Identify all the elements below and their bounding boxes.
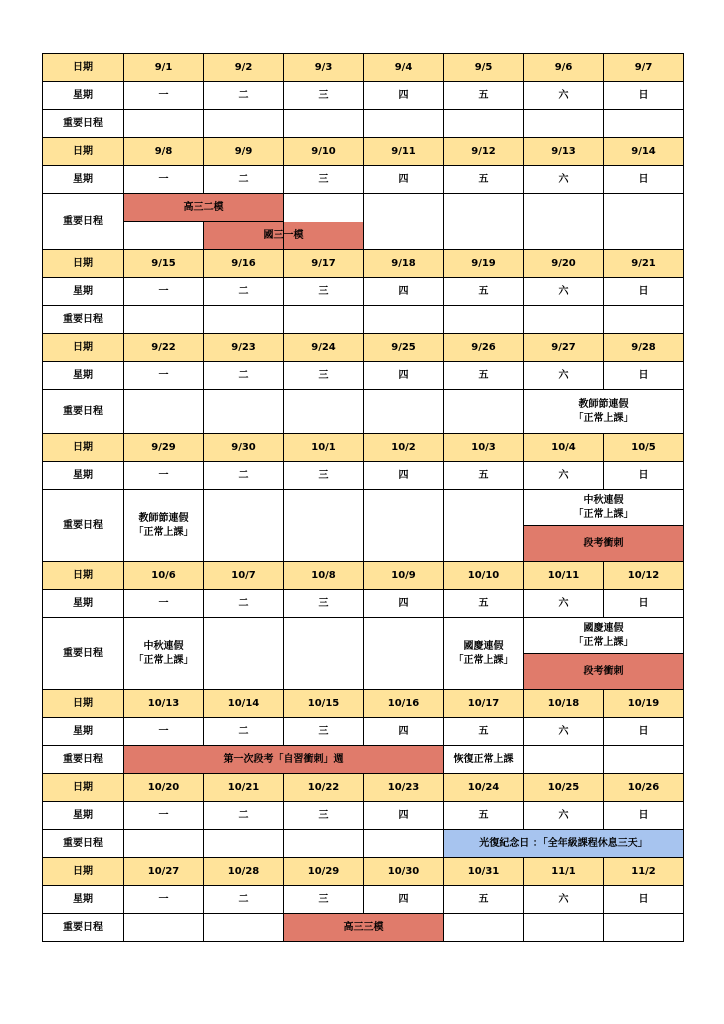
row-label: 日期 [43,138,124,166]
weekday-cell: 二 [204,278,284,306]
date-cell: 10/31 [444,858,524,886]
date-cell: 9/29 [124,434,204,462]
empty-cell [364,490,444,562]
row-label: 重要日程 [43,830,124,858]
date-cell: 10/11 [524,562,604,590]
row-label: 星期 [43,886,124,914]
event-text-line: 段考衝刺 [583,537,624,549]
weekday-cell: 四 [364,590,444,618]
row-label: 星期 [43,802,124,830]
row-label: 星期 [43,278,124,306]
date-cell: 9/18 [364,250,444,278]
weekday-cell: 一 [124,590,204,618]
empty-cell [444,490,524,562]
date-cell: 9/8 [124,138,204,166]
weekday-cell: 五 [444,82,524,110]
event-text-line: 中秋連假 [583,494,624,506]
empty-cell [364,618,444,690]
weekday-cell: 日 [604,362,684,390]
date-cell: 10/6 [124,562,204,590]
weekday-cell: 六 [524,802,604,830]
row-label: 日期 [43,858,124,886]
weekday-cell: 四 [364,278,444,306]
weekday-cell: 六 [524,718,604,746]
empty-cell [284,306,364,334]
date-row [43,54,684,82]
empty-cell [124,914,204,942]
row-label: 日期 [43,562,124,590]
weekday-row [43,82,684,110]
date-row [43,138,684,166]
weekday-cell: 四 [364,886,444,914]
weekday-cell: 六 [524,886,604,914]
empty-cell [364,110,444,138]
event-cell [524,390,684,434]
date-cell: 9/14 [604,138,684,166]
weekday-cell: 三 [284,886,364,914]
event-text-line: 「正常上課」 [133,654,194,666]
weekday-cell: 五 [444,718,524,746]
event-cell [524,618,684,654]
row-label: 重要日程 [43,914,124,942]
empty-cell [364,306,444,334]
event-cell [524,654,684,690]
date-cell: 10/25 [524,774,604,802]
weekday-cell: 日 [604,462,684,490]
date-cell: 9/4 [364,54,444,82]
row-label: 星期 [43,590,124,618]
date-row [43,434,684,462]
event-cell [524,490,684,526]
row-label: 重要日程 [43,490,124,562]
weekday-cell: 一 [124,166,204,194]
schedule-row [43,306,684,334]
weekday-cell: 五 [444,590,524,618]
date-cell: 9/22 [124,334,204,362]
empty-cell [204,914,284,942]
date-cell: 10/9 [364,562,444,590]
weekday-cell: 一 [124,278,204,306]
weekday-cell: 五 [444,462,524,490]
weekday-cell: 三 [284,82,364,110]
empty-cell [124,306,204,334]
weekday-cell: 五 [444,166,524,194]
row-label: 日期 [43,334,124,362]
weekday-row [43,886,684,914]
weekday-cell: 六 [524,82,604,110]
row-label: 重要日程 [43,390,124,434]
empty-cell [604,306,684,334]
empty-cell [364,194,444,250]
empty-cell [524,306,604,334]
date-cell: 10/13 [124,690,204,718]
row-label: 日期 [43,690,124,718]
date-cell: 9/28 [604,334,684,362]
empty-cell [604,194,684,250]
event-text-line: 第一次段考「自習衝刺」週 [223,753,344,765]
event-text-line: 高三二模 [183,201,224,213]
weekday-cell: 二 [204,886,284,914]
weekday-cell: 三 [284,362,364,390]
schedule-row [43,194,684,222]
empty-cell [444,390,524,434]
weekday-cell: 二 [204,166,284,194]
weekday-cell: 二 [204,462,284,490]
weekday-row [43,718,684,746]
date-cell: 9/2 [204,54,284,82]
empty-cell [524,914,604,942]
date-cell: 10/10 [444,562,524,590]
empty-cell [124,222,204,250]
date-cell: 10/18 [524,690,604,718]
date-cell: 10/30 [364,858,444,886]
event-cell [284,914,444,942]
event-text-line: 教師節連假 [138,512,189,524]
row-label: 重要日程 [43,306,124,334]
event-cell [524,526,684,562]
date-cell: 10/15 [284,690,364,718]
event-text-line: 國三一模 [263,229,304,241]
empty-cell [284,390,364,434]
row-label: 重要日程 [43,110,124,138]
schedule-row [43,914,684,942]
weekday-row [43,802,684,830]
date-cell: 10/23 [364,774,444,802]
event-text-line: 恢復正常上課 [453,753,514,765]
empty-cell [284,830,364,858]
date-cell: 9/30 [204,434,284,462]
event-text-line: 國慶連假 [583,622,624,634]
empty-cell [284,490,364,562]
weekday-cell: 四 [364,718,444,746]
row-label: 日期 [43,434,124,462]
date-cell: 9/3 [284,54,364,82]
date-cell: 9/13 [524,138,604,166]
weekday-cell: 六 [524,590,604,618]
empty-cell [204,830,284,858]
date-cell: 9/1 [124,54,204,82]
weekday-cell: 一 [124,462,204,490]
weekday-cell: 四 [364,362,444,390]
empty-cell [524,194,604,250]
event-text-line: 「正常上課」 [573,636,634,648]
schedule-row [43,618,684,654]
event-text-line: 高三三模 [343,921,384,933]
weekday-cell: 一 [124,718,204,746]
event-text-line: 「正常上課」 [573,412,634,424]
empty-cell [204,390,284,434]
date-cell: 9/24 [284,334,364,362]
row-label: 星期 [43,718,124,746]
date-cell: 10/22 [284,774,364,802]
weekday-cell: 日 [604,166,684,194]
weekday-cell: 六 [524,362,604,390]
date-cell: 9/9 [204,138,284,166]
date-cell: 10/28 [204,858,284,886]
date-cell: 9/19 [444,250,524,278]
date-cell: 9/17 [284,250,364,278]
date-cell: 10/16 [364,690,444,718]
weekday-cell: 二 [204,590,284,618]
event-text-line: 國慶連假 [463,640,504,652]
weekday-cell: 一 [124,802,204,830]
weekday-cell: 四 [364,802,444,830]
weekday-cell: 日 [604,886,684,914]
empty-cell [444,110,524,138]
empty-cell [604,110,684,138]
date-cell: 11/2 [604,858,684,886]
weekday-cell: 四 [364,82,444,110]
date-cell: 9/10 [284,138,364,166]
date-row [43,858,684,886]
weekday-cell: 三 [284,718,364,746]
row-label: 星期 [43,166,124,194]
event-cell [124,746,444,774]
schedule-row [43,490,684,526]
event-text-line: 「正常上課」 [133,526,194,538]
date-cell: 10/29 [284,858,364,886]
empty-cell [204,110,284,138]
date-row [43,774,684,802]
event-cell [444,746,524,774]
weekday-row [43,462,684,490]
empty-cell [124,830,204,858]
date-cell: 10/7 [204,562,284,590]
date-cell: 10/27 [124,858,204,886]
row-label: 重要日程 [43,618,124,690]
empty-cell [364,830,444,858]
event-text-line: 教師節連假 [578,398,629,410]
event-cell [204,222,364,250]
date-cell: 10/4 [524,434,604,462]
date-cell: 10/26 [604,774,684,802]
weekday-cell: 五 [444,362,524,390]
date-cell: 9/16 [204,250,284,278]
weekday-cell: 四 [364,462,444,490]
row-label: 星期 [43,462,124,490]
empty-cell [604,914,684,942]
date-cell: 9/7 [604,54,684,82]
date-cell: 10/20 [124,774,204,802]
event-text-line: 「正常上課」 [573,508,634,520]
date-cell: 10/21 [204,774,284,802]
date-row [43,690,684,718]
date-cell: 9/20 [524,250,604,278]
schedule-row [43,746,684,774]
empty-cell [444,194,524,250]
date-cell: 10/12 [604,562,684,590]
date-row [43,250,684,278]
row-label: 重要日程 [43,746,124,774]
date-cell: 9/25 [364,334,444,362]
weekday-cell: 六 [524,462,604,490]
weekday-cell: 三 [284,278,364,306]
schedule-row [43,110,684,138]
empty-cell [364,390,444,434]
date-cell: 10/1 [284,434,364,462]
weekday-cell: 二 [204,82,284,110]
date-cell: 9/27 [524,334,604,362]
date-cell: 10/24 [444,774,524,802]
weekday-cell: 六 [524,278,604,306]
empty-cell [204,490,284,562]
weekday-cell: 二 [204,362,284,390]
date-cell: 9/23 [204,334,284,362]
weekday-row [43,166,684,194]
weekday-cell: 二 [204,802,284,830]
date-cell: 9/11 [364,138,444,166]
empty-cell [204,618,284,690]
event-text-line: 段考衝刺 [583,665,624,677]
event-cell [444,618,524,690]
weekday-cell: 一 [124,362,204,390]
empty-cell [284,110,364,138]
event-text-line: 中秋連假 [143,640,184,652]
empty-cell [604,746,684,774]
empty-cell [444,306,524,334]
weekday-cell: 五 [444,278,524,306]
weekday-cell: 六 [524,166,604,194]
weekday-cell: 一 [124,82,204,110]
weekday-row [43,278,684,306]
row-label: 日期 [43,54,124,82]
weekday-cell: 五 [444,886,524,914]
date-row [43,334,684,362]
schedule-row [43,390,684,434]
date-cell: 11/1 [524,858,604,886]
weekday-cell: 三 [284,166,364,194]
event-cell [444,830,684,858]
date-cell: 10/2 [364,434,444,462]
date-cell: 9/15 [124,250,204,278]
weekday-row [43,362,684,390]
weekday-cell: 日 [604,278,684,306]
weekday-cell: 三 [284,590,364,618]
row-label: 星期 [43,82,124,110]
weekday-row [43,590,684,618]
weekday-cell: 二 [204,718,284,746]
weekday-cell: 日 [604,718,684,746]
weekday-cell: 日 [604,82,684,110]
empty-cell [284,618,364,690]
date-cell: 9/26 [444,334,524,362]
weekday-cell: 三 [284,802,364,830]
event-cell [124,194,284,222]
event-text-line: 光復紀念日 ：「全年級課程休息三天」 [479,837,648,849]
date-cell: 10/3 [444,434,524,462]
row-label: 重要日程 [43,194,124,250]
weekday-cell: 四 [364,166,444,194]
weekday-cell: 三 [284,462,364,490]
date-cell: 10/5 [604,434,684,462]
row-label: 日期 [43,250,124,278]
date-row [43,562,684,590]
row-label: 星期 [43,362,124,390]
empty-cell [524,110,604,138]
date-cell: 10/17 [444,690,524,718]
empty-cell [524,746,604,774]
date-cell: 9/12 [444,138,524,166]
date-cell: 9/21 [604,250,684,278]
date-cell: 10/8 [284,562,364,590]
date-cell: 9/5 [444,54,524,82]
event-cell [124,618,204,690]
schedule-row [43,830,684,858]
weekday-cell: 五 [444,802,524,830]
date-cell: 10/14 [204,690,284,718]
date-cell: 10/19 [604,690,684,718]
weekday-cell: 一 [124,886,204,914]
row-label: 日期 [43,774,124,802]
event-text-line: 「正常上課」 [453,654,514,666]
empty-cell [444,914,524,942]
event-cell [124,490,204,562]
weekday-cell: 日 [604,802,684,830]
empty-cell [204,306,284,334]
date-cell: 9/6 [524,54,604,82]
empty-cell [124,390,204,434]
empty-cell [124,110,204,138]
weekday-cell: 日 [604,590,684,618]
calendar-table [42,53,684,942]
